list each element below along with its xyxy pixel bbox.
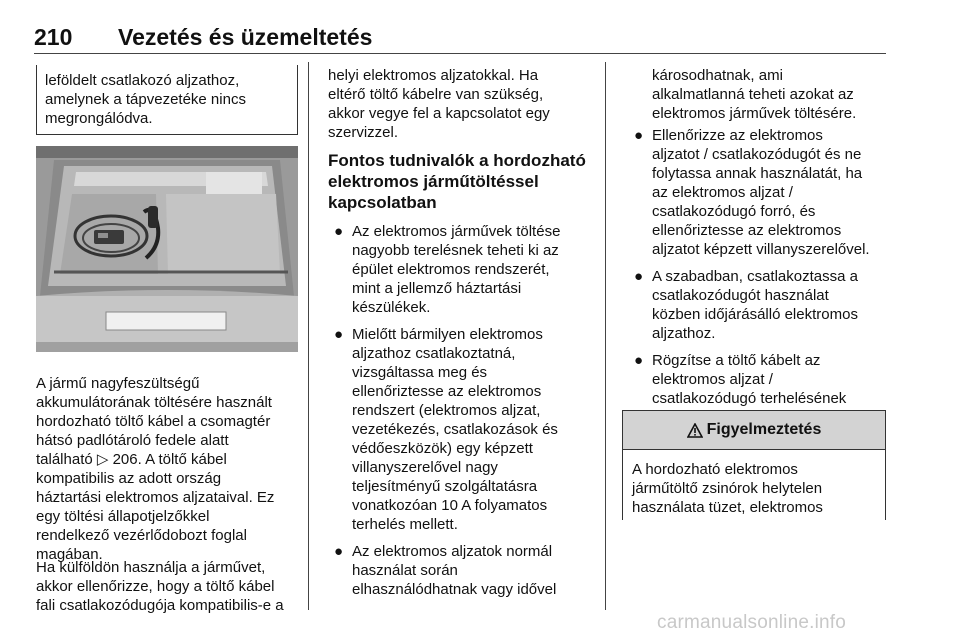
header-rule [34, 53, 886, 54]
trunk-charging-cable-photo [36, 146, 298, 352]
bullet-icon: ● [634, 352, 644, 369]
bullet-list-col2 [332, 222, 602, 607]
warning-title: Figyelmeztetés [706, 421, 822, 438]
bullet-icon: ● [634, 268, 644, 285]
column-divider-right [605, 62, 606, 610]
abroad-paragraph: Ha külföldön használja a járművet, akkor ellenőrizze, hogy a töltő kábel fali csatlakozódugója kompatibilis-e a [36, 559, 284, 614]
list-item: ● Rögzítse a töltő kábelt az elektromos aljzat / csatlakozódugó terhelésének [634, 352, 847, 407]
list-item: ● Mielőtt bármilyen elektromos aljzathoz csatlakoztatná, vizsgáltassa meg és ellenőriztesse az elektromos rendszert (elektromos aljzat, vezetékezés, csatlakozások és védőeszközök) egy képzett villanyszerelővel nagy teljesítményű szolgáltatásra vonatkozóan 10 A folyamatos terhelés mellett. [334, 326, 558, 533]
bullet-icon: ● [334, 326, 344, 343]
boxed-note-text: leföldelt csatlakozó aljzathoz, amelynek a tápvezetéke nincs megrongálódva. [45, 72, 246, 127]
warning-header [622, 410, 886, 450]
bullet-icon: ● [634, 127, 644, 144]
page-header [34, 24, 886, 54]
column-divider-left [308, 62, 309, 610]
bullet-icon: ● [334, 223, 344, 240]
warning-triangle-icon [687, 423, 703, 438]
intro-paragraph: helyi elektromos aljzatokkal. Ha eltérő töltő kábelre van szükség, akkor vegye fel a kapcsolatot egy szervizzel. [328, 67, 550, 141]
warning-border-left [622, 450, 623, 520]
list-item: ● Az elektromos aljzatok normál használat során elhasználódhatnak vagy idővel [334, 543, 557, 598]
section-heading: Fontos tudnivalók a hordozható elektromos járműtöltéssel kapcsolatban [328, 151, 586, 212]
caption-paragraph: A jármű nagyfeszültségű akkumulátorának töltésére használt hordozható töltő kábel a csomagtér hátsó padlótároló fedele alatt található ▷ 206. A töltő kábel kompatibilis az adott ország háztartási elektromos aljzataival. Ez egy töltési állapotjelzőkkel rendelkező vezérlődobozt foglal magában. [36, 375, 275, 563]
list-item: ● Az elektromos járművek töltése nagyobb terelésnek teheti ki az épület elektromos rendszerét, mint a jellemző háztartási készülékek. [334, 223, 561, 316]
bullet-icon: ● [334, 543, 344, 560]
warning-box [622, 410, 886, 520]
list-item: ● A szabadban, csatlakoztassa a csatlakozódugót használat közben időjárásálló elektromos aljzathoz. [634, 268, 858, 342]
page-number: 210 [34, 24, 73, 50]
warning-text: A hordozható elektromos járműtöltő zsinórok helytelen használata tüzet, elektromos [632, 461, 823, 516]
list-item: ● Ellenőrizze az elektromos aljzatot / csatlakozódugót és ne folytassa annak használatát, ha az elektromos aljzat / csatlakozódugó forró, és ellenőriztesse az elektromos aljzatot képzett villanyszerelővel. [634, 127, 870, 258]
bullet-list-col3 [632, 126, 892, 435]
boxed-note [36, 65, 298, 135]
watermark: carmanualsonline.info [657, 612, 847, 633]
page-title: Vezetés és üzemeltetés [118, 24, 373, 50]
warning-border-right [885, 450, 886, 520]
continued-paragraph: károsodhatnak, ami alkalmatlanná teheti azokat az elektromos járművek töltésére. [652, 67, 857, 122]
